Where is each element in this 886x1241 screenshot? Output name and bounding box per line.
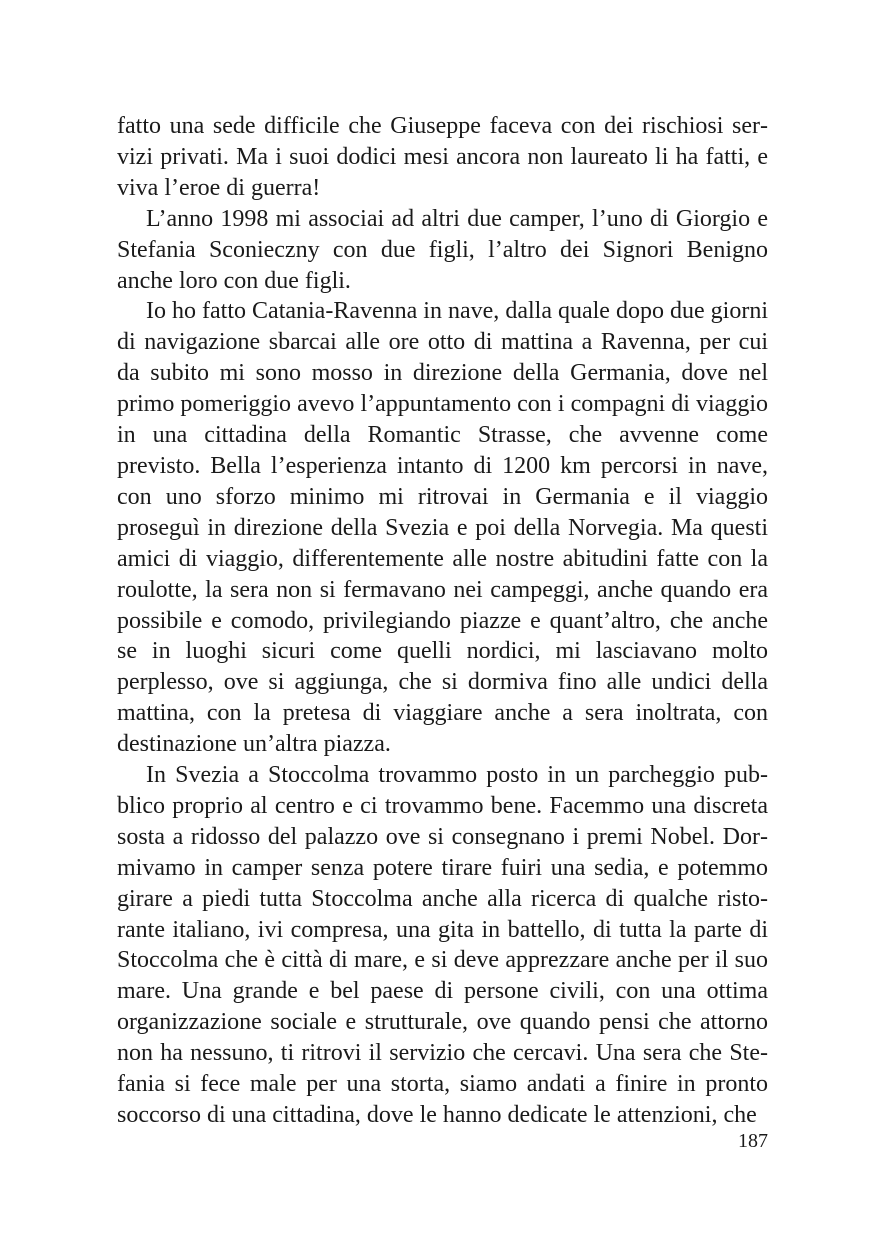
paragraph-catania-ravenna: Io ho fatto Catania-Ravenna in nave, dalla quale dopo due giorni di navigazione sbarcai alle ore otto di mattina a Ravenna, per cui da subito mi sono mosso in direzione della Germania, dove nel primo pomeriggio avevo l’appuntamento con i compagni di viaggio in una cittadina della Romantic Strasse, che avvenne come previsto. Bella l’esperienza intanto di 1200 km percorsi in nave, con uno sforzo minimo mi ritrovai in Germania e il viaggio proseguì in direzione della Svezia e poi della Norvegia. Ma questi amici di viaggio, differentemente alle nostre abitudini fatte con la roulotte, la sera non si fermavano nei campeggi, anche quando era possibile e comodo, privilegiando piazze e quant’altro, che anche se in luoghi sicuri come quelli nordici, mi lasciavano molto perplesso, ove si aggiunga, che si dormiva fino alle undici della mattina, con la pretesa di viaggiare anche a sera inoltrata, con destinazione un’altra piazza.	[117, 298, 768, 758]
body-text	[117, 111, 768, 1131]
paragraph-1998-campers: L’anno 1998 mi associai ad altri due camper, l’uno di Giorgio e Stefania Sconieczny con due figli, l’altro dei Signori Benigno anche loro con due figli.	[117, 205, 768, 294]
page-number: 187	[738, 1130, 768, 1152]
paragraph-continuation: fatto una sede difficile che Giuseppe faceva con dei rischiosi servizi privati. Ma i suoi dodici mesi ancora non laureato li ha fatti, e viva l’eroe di guerra!	[117, 113, 768, 201]
paragraph-stoccolma: In Svezia a Stoccolma trovammo posto in un parcheggio pubblico proprio al centro e ci trovammo bene. Facemmo una discreta sosta a ridosso del palazzo ove si consegnano i premi Nobel. Dormivamo in camper senza potere tirare fuiri una sedia, e potemmo girare a piedi tutta Stoccolma anche alla ricerca di qualche ristorante italiano, ivi compresa, una gita in battello, di tutta la parte di Stoccolma che è città di mare, e si deve apprezzare anche per il suo mare. Una grande e bel paese di persone civili, con una ottima organizzazione sociale e strutturale, ove quando pensi che attorno non ha nessuno, ti ritrovi il servizio che cercavi. Una sera che Stefania si fece male per una storta, siamo andati a finire in pronto soccorso di una cittadina, dove le hanno dedicate le attenzioni, che	[117, 762, 768, 1128]
